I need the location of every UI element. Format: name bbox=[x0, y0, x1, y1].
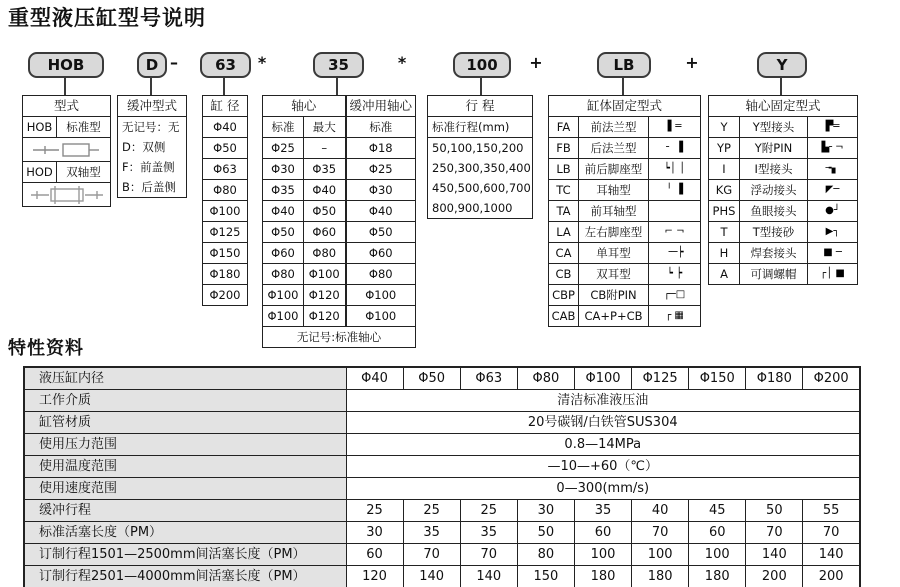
body-mount-code: TA bbox=[549, 201, 579, 222]
cushion-type-item: 无记号：无 bbox=[122, 120, 180, 134]
bore-value: Φ200 bbox=[203, 285, 248, 306]
body-mount-name: 左右脚座型 bbox=[579, 222, 649, 243]
cushion-shaft-value: Φ50 bbox=[346, 222, 416, 243]
model-operator: * bbox=[397, 53, 407, 72]
cushion-shaft-value: Φ40 bbox=[346, 201, 416, 222]
spec-value: 180 bbox=[632, 566, 689, 587]
front-flange-icon: ▌═ bbox=[649, 117, 701, 138]
spec-merged-value: —10—+60（℃） bbox=[346, 456, 860, 478]
cushion-type-item: B：后盖侧 bbox=[122, 180, 176, 194]
spec-value: Φ150 bbox=[689, 367, 746, 390]
spec-value: 200 bbox=[803, 566, 860, 587]
body-mount-name: CA+P+CB bbox=[579, 306, 649, 327]
adjustable-nut-icon: ┌│ ■ bbox=[808, 264, 858, 285]
spec-table bbox=[23, 366, 861, 587]
shaft-mount-code: PHS bbox=[709, 201, 740, 222]
spec-value: 40 bbox=[632, 500, 689, 522]
cushion-shaft-value: Φ100 bbox=[346, 285, 416, 306]
rear-flange-icon: ╴ ▐ bbox=[649, 138, 701, 159]
spec-value: 120 bbox=[346, 566, 403, 587]
shaft-mount-code: A bbox=[709, 264, 740, 285]
cushion-type-item: F：前盖侧 bbox=[122, 160, 175, 174]
spec-value: 100 bbox=[689, 544, 746, 566]
model-box-35: 35 bbox=[313, 52, 364, 78]
type-code-hod: HOD bbox=[23, 162, 57, 183]
connector-line bbox=[223, 78, 225, 95]
spec-value: Φ63 bbox=[460, 367, 517, 390]
spec-value: Φ200 bbox=[803, 367, 860, 390]
shaft-standard-value: Φ25 bbox=[263, 138, 304, 159]
spec-row-label: 使用压力范围 bbox=[24, 434, 346, 456]
side-foot-mount-icon: ⌐ ¬ bbox=[649, 222, 701, 243]
model-operator: + bbox=[685, 53, 699, 72]
shaft-header: 轴心 bbox=[263, 96, 346, 117]
spec-value: 25 bbox=[403, 500, 460, 522]
cushion-shaft-value: Φ60 bbox=[346, 243, 416, 264]
bore-value: Φ40 bbox=[203, 117, 248, 138]
spec-value: 30 bbox=[346, 522, 403, 544]
stroke-header: 行 程 bbox=[428, 96, 532, 117]
y-with-pin-icon: ▙╴¬ bbox=[808, 138, 858, 159]
connector-line bbox=[622, 78, 624, 95]
spec-value: 60 bbox=[689, 522, 746, 544]
shaft-standard-value: Φ30 bbox=[263, 159, 304, 180]
spec-value: 200 bbox=[746, 566, 803, 587]
spec-row-label: 订制行程1501—2500mm间活塞长度（PM） bbox=[24, 544, 346, 566]
spec-value: 50 bbox=[746, 500, 803, 522]
bore-value: Φ150 bbox=[203, 243, 248, 264]
shaft-max-value: Φ80 bbox=[304, 243, 346, 264]
spec-value: 70 bbox=[746, 522, 803, 544]
y-joint-icon: ▛═ bbox=[808, 117, 858, 138]
cushion-shaft-value: Φ30 bbox=[346, 180, 416, 201]
spec-merged-value: 20号碳钢/白铁管SUS304 bbox=[346, 412, 860, 434]
type-table bbox=[22, 95, 111, 207]
body-mount-name: 双耳型 bbox=[579, 264, 649, 285]
shaft-max-value: Φ60 bbox=[304, 222, 346, 243]
shaft-standard-value: Φ80 bbox=[263, 264, 304, 285]
body-mount-name: 耳轴型 bbox=[579, 180, 649, 201]
connector-line bbox=[480, 78, 482, 95]
connector-line bbox=[780, 78, 782, 95]
cushion-shaft-value: Φ100 bbox=[346, 306, 416, 327]
shaft-mount-code: Y bbox=[709, 117, 740, 138]
body-mount-code: CAB bbox=[549, 306, 579, 327]
shaft-table-footer: 无记号:标准轴心 bbox=[263, 327, 416, 348]
spec-value: 100 bbox=[574, 544, 631, 566]
body-mount-name: 后法兰型 bbox=[579, 138, 649, 159]
shaft-mount-name: T型接砂 bbox=[740, 222, 808, 243]
spec-value: 140 bbox=[803, 544, 860, 566]
cb-with-pin-icon: ┌─□ bbox=[649, 285, 701, 306]
shaft-mount-name: I型接头 bbox=[740, 159, 808, 180]
bore-value: Φ50 bbox=[203, 138, 248, 159]
type-code-hob: HOB bbox=[23, 117, 57, 138]
shaft-mount-header: 轴心固定型式 bbox=[709, 96, 858, 117]
spec-value: 70 bbox=[632, 522, 689, 544]
body-mount-code: CBP bbox=[549, 285, 579, 306]
spec-value: 140 bbox=[460, 566, 517, 587]
welded-sleeve-joint-icon: ■ ─ bbox=[808, 243, 858, 264]
shaft-mount-code: YP bbox=[709, 138, 740, 159]
model-operator: – bbox=[170, 53, 178, 72]
shaft-sub-max: 最大 bbox=[304, 117, 346, 138]
type-name-hob: 标准型 bbox=[57, 117, 111, 138]
page-title: 重型液压缸型号说明 bbox=[8, 6, 206, 30]
shaft-mount-name: 浮动接头 bbox=[740, 180, 808, 201]
bore-value: Φ125 bbox=[203, 222, 248, 243]
cushion-shaft-value: Φ25 bbox=[346, 159, 416, 180]
shaft-standard-value: Φ100 bbox=[263, 306, 304, 327]
fisheye-joint-icon: ●┘ bbox=[808, 201, 858, 222]
spec-row-label: 标准活塞长度（PM） bbox=[24, 522, 346, 544]
shaft-standard-value: Φ40 bbox=[263, 201, 304, 222]
model-box-hob: HOB bbox=[28, 52, 104, 78]
model-box-lb: LB bbox=[597, 52, 651, 78]
spec-value: 150 bbox=[517, 566, 574, 587]
body-mount-code: LA bbox=[549, 222, 579, 243]
single-clevis-icon: ╶─┝ bbox=[649, 243, 701, 264]
type-table-header: 型式 bbox=[23, 96, 111, 117]
shaft-max-value: – bbox=[304, 138, 346, 159]
shaft-max-value: Φ35 bbox=[304, 159, 346, 180]
spec-value: 70 bbox=[460, 544, 517, 566]
cushion-shaft-sub-standard: 标准 bbox=[346, 117, 416, 138]
ca-p-cb-icon: ┌ ▦ bbox=[649, 306, 701, 327]
spec-merged-value: 0.8—14MPa bbox=[346, 434, 860, 456]
stroke-values-line: 450,500,600,700 bbox=[432, 181, 531, 195]
stroke-panel bbox=[427, 95, 533, 219]
spec-row-label: 缓冲行程 bbox=[24, 500, 346, 522]
bore-value: Φ80 bbox=[203, 180, 248, 201]
spec-value: 80 bbox=[517, 544, 574, 566]
front-rear-foot-mount-icon: ┕│ │ bbox=[649, 159, 701, 180]
shaft-mount-code: H bbox=[709, 243, 740, 264]
t-joint-icon: ▶┐ bbox=[808, 222, 858, 243]
spec-value: 60 bbox=[574, 522, 631, 544]
shaft-mount-name: 鱼眼接头 bbox=[740, 201, 808, 222]
spec-value: Φ180 bbox=[746, 367, 803, 390]
model-box-100: 100 bbox=[453, 52, 511, 78]
bore-value: Φ63 bbox=[203, 159, 248, 180]
spec-value: 55 bbox=[803, 500, 860, 522]
spec-value: Φ40 bbox=[346, 367, 403, 390]
body-mount-name: 前法兰型 bbox=[579, 117, 649, 138]
spec-merged-value: 清洁标准液压油 bbox=[346, 390, 860, 412]
shaft-max-value: Φ40 bbox=[304, 180, 346, 201]
i-joint-icon: ╼▖ bbox=[808, 159, 858, 180]
bore-value: Φ180 bbox=[203, 264, 248, 285]
spec-value: 45 bbox=[689, 500, 746, 522]
features-section-title: 特性资料 bbox=[8, 338, 84, 359]
spec-merged-value: 0—300(mm/s) bbox=[346, 478, 860, 500]
spec-value: 180 bbox=[689, 566, 746, 587]
spec-value: 30 bbox=[517, 500, 574, 522]
shaft-sub-standard: 标准 bbox=[263, 117, 304, 138]
shaft-mount-name: Y附PIN bbox=[740, 138, 808, 159]
body-mount-code: TC bbox=[549, 180, 579, 201]
spec-value: 180 bbox=[574, 566, 631, 587]
model-operator: + bbox=[529, 53, 543, 72]
spec-row-label: 订制行程2501—4000mm间活塞长度（PM） bbox=[24, 566, 346, 587]
spec-value: 35 bbox=[460, 522, 517, 544]
front-trunnion-icon bbox=[649, 201, 701, 222]
connector-line bbox=[336, 78, 338, 95]
stroke-values-line: 50,100,150,200 bbox=[432, 141, 524, 155]
cushion-shaft-value: Φ18 bbox=[346, 138, 416, 159]
hod-type-diagram bbox=[27, 184, 107, 206]
bore-table-header: 缸 径 bbox=[203, 96, 248, 117]
spec-value: 25 bbox=[346, 500, 403, 522]
double-clevis-icon: ┕ ┝ bbox=[649, 264, 701, 285]
cushion-type-header: 缓冲型式 bbox=[118, 96, 186, 117]
cushion-type-panel bbox=[117, 95, 187, 198]
hob-type-diagram bbox=[27, 139, 107, 161]
shaft-standard-value: Φ35 bbox=[263, 180, 304, 201]
body-mount-name: 单耳型 bbox=[579, 243, 649, 264]
hod-diagram-cell bbox=[23, 183, 111, 207]
floating-joint-icon: ◤─ bbox=[808, 180, 858, 201]
trunnion-icon: ╵ ▐ bbox=[649, 180, 701, 201]
spec-value: 35 bbox=[574, 500, 631, 522]
shaft-standard-value: Φ50 bbox=[263, 222, 304, 243]
model-box-63: 63 bbox=[200, 52, 251, 78]
connector-line bbox=[64, 78, 66, 95]
stroke-subheader: 标准行程(mm) bbox=[428, 117, 532, 138]
model-operator: * bbox=[257, 53, 267, 72]
shaft-table bbox=[262, 95, 416, 348]
spec-value: 25 bbox=[460, 500, 517, 522]
spec-value: 70 bbox=[403, 544, 460, 566]
body-mount-code: FA bbox=[549, 117, 579, 138]
shaft-mount-code: KG bbox=[709, 180, 740, 201]
shaft-max-value: Φ120 bbox=[304, 306, 346, 327]
shaft-mount-code: T bbox=[709, 222, 740, 243]
bore-value: Φ100 bbox=[203, 201, 248, 222]
body-mount-name: CB附PIN bbox=[579, 285, 649, 306]
shaft-max-value: Φ120 bbox=[304, 285, 346, 306]
cushion-shaft-value: Φ80 bbox=[346, 264, 416, 285]
cushion-shaft-header: 缓冲用轴心 bbox=[346, 96, 416, 117]
shaft-max-value: Φ100 bbox=[304, 264, 346, 285]
spec-row-label: 液压缸内径 bbox=[24, 367, 346, 390]
stroke-values-line: 250,300,350,400 bbox=[432, 161, 531, 175]
shaft-max-value: Φ50 bbox=[304, 201, 346, 222]
body-mount-name: 前耳轴型 bbox=[579, 201, 649, 222]
model-box-d: D bbox=[137, 52, 167, 78]
connector-line bbox=[150, 78, 152, 95]
cushion-type-item: D：双侧 bbox=[122, 140, 166, 154]
spec-value: 140 bbox=[746, 544, 803, 566]
shaft-mount-name: 可调螺帽 bbox=[740, 264, 808, 285]
hob-diagram-cell bbox=[23, 138, 111, 162]
shaft-mount-name: 焊套接头 bbox=[740, 243, 808, 264]
shaft-mount-table bbox=[708, 95, 858, 285]
spec-value: 100 bbox=[632, 544, 689, 566]
spec-row-label: 使用速度范围 bbox=[24, 478, 346, 500]
spec-value: 50 bbox=[517, 522, 574, 544]
body-mount-header: 缸体固定型式 bbox=[549, 96, 701, 117]
type-name-hod: 双轴型 bbox=[57, 162, 111, 183]
spec-value: 60 bbox=[346, 544, 403, 566]
model-box-y: Y bbox=[757, 52, 807, 78]
shaft-standard-value: Φ60 bbox=[263, 243, 304, 264]
body-mount-name: 前后脚座型 bbox=[579, 159, 649, 180]
body-mount-table bbox=[548, 95, 701, 327]
stroke-values-line: 800,900,1000 bbox=[432, 201, 513, 215]
shaft-mount-code: I bbox=[709, 159, 740, 180]
spec-row-label: 缸管材质 bbox=[24, 412, 346, 434]
spec-value: 140 bbox=[403, 566, 460, 587]
bore-table bbox=[202, 95, 248, 306]
spec-row-label: 使用温度范围 bbox=[24, 456, 346, 478]
shaft-mount-name: Y型接头 bbox=[740, 117, 808, 138]
spec-row-label: 工作介质 bbox=[24, 390, 346, 412]
body-mount-code: LB bbox=[549, 159, 579, 180]
body-mount-code: CA bbox=[549, 243, 579, 264]
spec-value: 35 bbox=[403, 522, 460, 544]
spec-value: Φ100 bbox=[574, 367, 631, 390]
body-mount-code: FB bbox=[549, 138, 579, 159]
body-mount-code: CB bbox=[549, 264, 579, 285]
spec-value: Φ50 bbox=[403, 367, 460, 390]
shaft-standard-value: Φ100 bbox=[263, 285, 304, 306]
spec-value: Φ80 bbox=[517, 367, 574, 390]
spec-value: Φ125 bbox=[632, 367, 689, 390]
spec-value: 70 bbox=[803, 522, 860, 544]
